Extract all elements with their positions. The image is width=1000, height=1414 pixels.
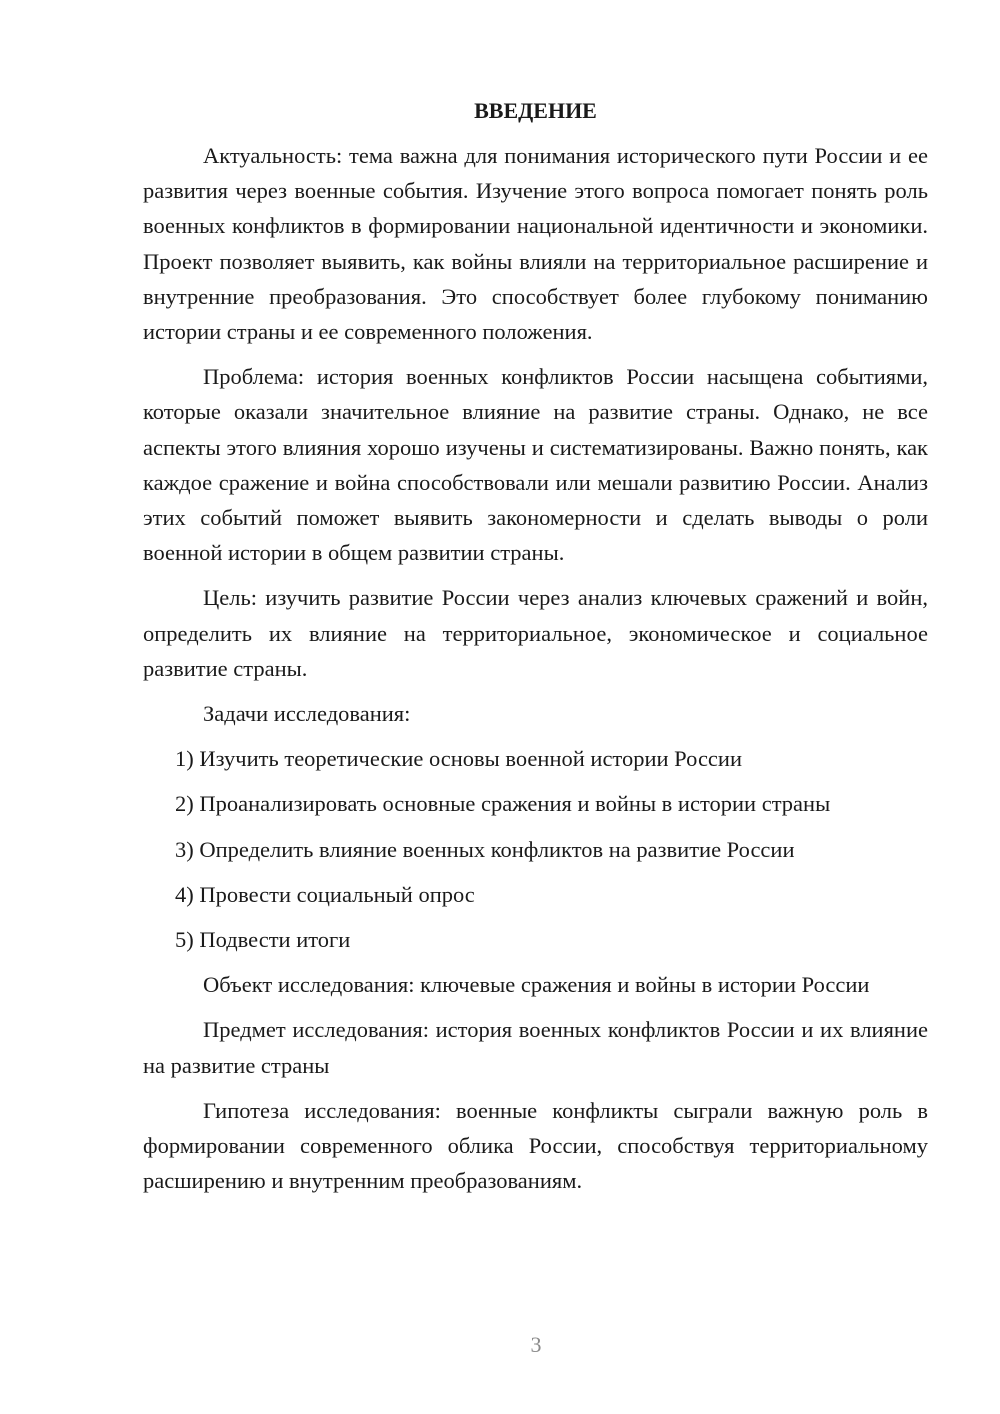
task-item: 3) Определить влияние военных конфликтов на развитие России — [175, 836, 795, 862]
goal-paragraph: Цель: изучить развитие России через анализ ключевых сражений и войн, определить их влияние на территориальное, экономическое и социальное развитие страны. — [143, 585, 928, 681]
task-item: 2) Проанализировать основные сражения и войны в истории страны — [175, 791, 831, 817]
object-paragraph: Объект исследования: ключевые сражения и войны в истории России — [203, 972, 870, 998]
problem-paragraph: Проблема: история военных конфликтов России насыщена событиями, которые оказали значительное влияние на развитие страны. Однако, не все аспекты этого влияния хорошо изучены и систематизированы. Важно понять, как каждое сражение и война способствовали или мешали развитию России. Анализ этих событий поможет выявить закономерности и сделать выводы о роли военной истории в общем развитии страны. — [143, 364, 928, 566]
document-page — [143, 96, 928, 1208]
task-item: 1) Изучить теоретические основы военной истории России — [175, 746, 742, 772]
task-item: 5) Подвести итоги — [175, 927, 351, 953]
page-title: ВВЕДЕНИЕ — [474, 98, 597, 123]
relevance-paragraph: Актуальность: тема важна для понимания исторического пути России и ее развития через военные события. Изучение этого вопроса помогает понять роль военных конфликтов в формировании национальной идентичности и экономики. Проект позволяет выявить, как войны влияли на территориальное расширение и внутренние преобразования. Это способствует более глубокому пониманию истории страны и ее современного положения. — [143, 143, 928, 345]
hypothesis-paragraph: Гипотеза исследования: военные конфликты сыграли важную роль в формировании современного облика России, способствуя территориальному расширению и внутренним преобразованиям. — [143, 1097, 928, 1194]
subject-paragraph: Предмет исследования: история военных конфликтов России и их влияние на развитие страны — [143, 1017, 928, 1078]
page-number: 3 — [530, 1332, 542, 1357]
tasks-list — [143, 741, 928, 957]
task-item: 4) Провести социальный опрос — [175, 881, 475, 907]
tasks-heading: Задачи исследования: — [203, 701, 411, 727]
